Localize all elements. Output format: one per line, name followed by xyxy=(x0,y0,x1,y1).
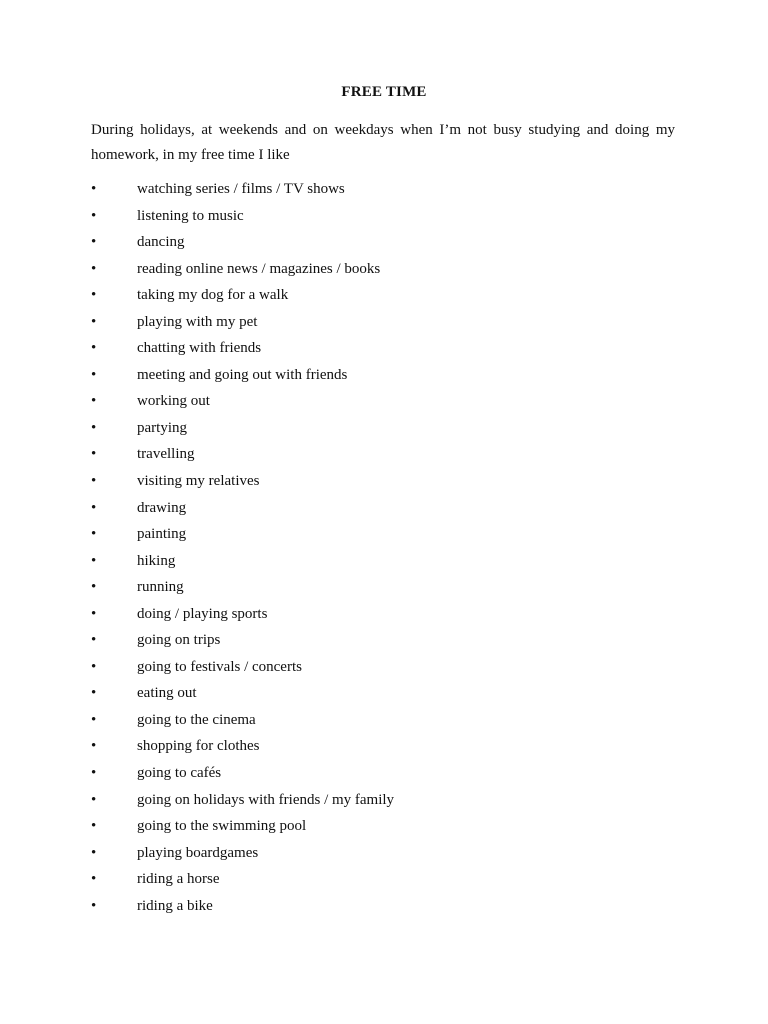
bullet-icon: • xyxy=(91,897,97,914)
list-item xyxy=(91,575,691,602)
list-item xyxy=(91,363,691,390)
list-item xyxy=(91,336,691,363)
bullet-icon: • xyxy=(91,685,97,702)
bullet-icon: • xyxy=(91,499,97,516)
list-item-text: playing with my pet xyxy=(137,313,258,330)
bullet-icon: • xyxy=(91,419,97,436)
list-item-text: working out xyxy=(137,393,210,410)
list-item-text: shopping for clothes xyxy=(137,738,260,755)
list-item-text: chatting with friends xyxy=(137,340,262,357)
list-item xyxy=(91,310,691,337)
bullet-icon: • xyxy=(91,207,97,224)
bullet-icon: • xyxy=(91,711,97,728)
list-item xyxy=(91,602,691,629)
list-item xyxy=(91,230,691,257)
list-item-text: listening to music xyxy=(137,207,244,224)
list-item xyxy=(91,416,691,443)
bullet-icon: • xyxy=(91,473,97,490)
list-item-text: going to the cinema xyxy=(137,711,256,728)
list-item xyxy=(91,761,691,788)
list-item-text: partying xyxy=(137,419,187,436)
list-item xyxy=(91,283,691,310)
bullet-icon: • xyxy=(91,181,97,197)
list-item-text: going on holidays with friends / my family xyxy=(137,791,395,808)
page-title: FREE TIME xyxy=(341,84,427,100)
activity-list xyxy=(91,177,691,920)
bullet-icon: • xyxy=(91,526,97,543)
list-item xyxy=(91,522,691,549)
list-item-text: reading online news / magazines / books xyxy=(137,260,381,277)
list-item xyxy=(91,708,691,735)
list-item-text: going to cafés xyxy=(137,765,222,782)
bullet-icon: • xyxy=(91,765,97,782)
list-item-text: doing / playing sports xyxy=(137,605,268,622)
intro-paragraph: During holidays, at weekends and on weekdays when I’m not busy studying and doing my homework, in my free time I like xyxy=(91,122,675,163)
list-item-text: riding a horse xyxy=(137,871,220,888)
list-item-text: dancing xyxy=(137,234,185,251)
list-item xyxy=(91,681,691,708)
bullet-icon: • xyxy=(91,818,97,835)
list-item-text: going to festivals / concerts xyxy=(137,658,302,675)
list-item xyxy=(91,204,691,231)
list-item-text: going to the swimming pool xyxy=(137,818,307,835)
bullet-icon: • xyxy=(91,844,97,861)
bullet-icon: • xyxy=(91,632,97,649)
bullet-icon: • xyxy=(91,234,97,251)
list-item xyxy=(91,628,691,655)
list-item xyxy=(91,389,691,416)
list-item-text: visiting my relatives xyxy=(137,473,260,490)
list-item xyxy=(91,496,691,523)
list-item-text: eating out xyxy=(137,685,197,702)
list-item-text: hiking xyxy=(137,552,176,569)
bullet-icon: • xyxy=(91,605,97,622)
bullet-icon: • xyxy=(91,287,97,304)
list-item xyxy=(91,788,691,815)
bullet-icon: • xyxy=(91,738,97,755)
list-item-text: running xyxy=(137,579,184,596)
list-item xyxy=(91,841,691,868)
list-item xyxy=(91,867,691,894)
list-item xyxy=(91,257,691,284)
bullet-icon: • xyxy=(91,579,97,596)
list-item xyxy=(91,469,691,496)
bullet-icon: • xyxy=(91,871,97,888)
list-item xyxy=(91,655,691,682)
list-item xyxy=(91,442,691,469)
list-item-text: going on trips xyxy=(137,632,221,649)
bullet-icon: • xyxy=(91,446,97,463)
bullet-icon: • xyxy=(91,313,97,330)
list-item-text: travelling xyxy=(137,446,195,463)
bullet-icon: • xyxy=(91,366,97,383)
bullet-icon: • xyxy=(91,791,97,808)
bullet-icon: • xyxy=(91,340,97,357)
bullet-icon: • xyxy=(91,260,97,277)
list-item-text: meeting and going out with friends xyxy=(137,366,348,383)
list-item xyxy=(91,549,691,576)
bullet-icon: • xyxy=(91,393,97,410)
list-item-text: playing boardgames xyxy=(137,844,259,861)
list-item xyxy=(91,814,691,841)
list-item-text: riding a bike xyxy=(137,897,213,914)
list-item-text: painting xyxy=(137,526,187,543)
list-item-text: watching series / films / TV shows xyxy=(137,181,345,197)
list-item-text: taking my dog for a walk xyxy=(137,287,289,304)
bullet-icon: • xyxy=(91,552,97,569)
list-item-text: drawing xyxy=(137,499,187,516)
list-item xyxy=(91,177,691,204)
bullet-icon: • xyxy=(91,658,97,675)
list-item xyxy=(91,734,691,761)
list-item xyxy=(91,894,691,921)
